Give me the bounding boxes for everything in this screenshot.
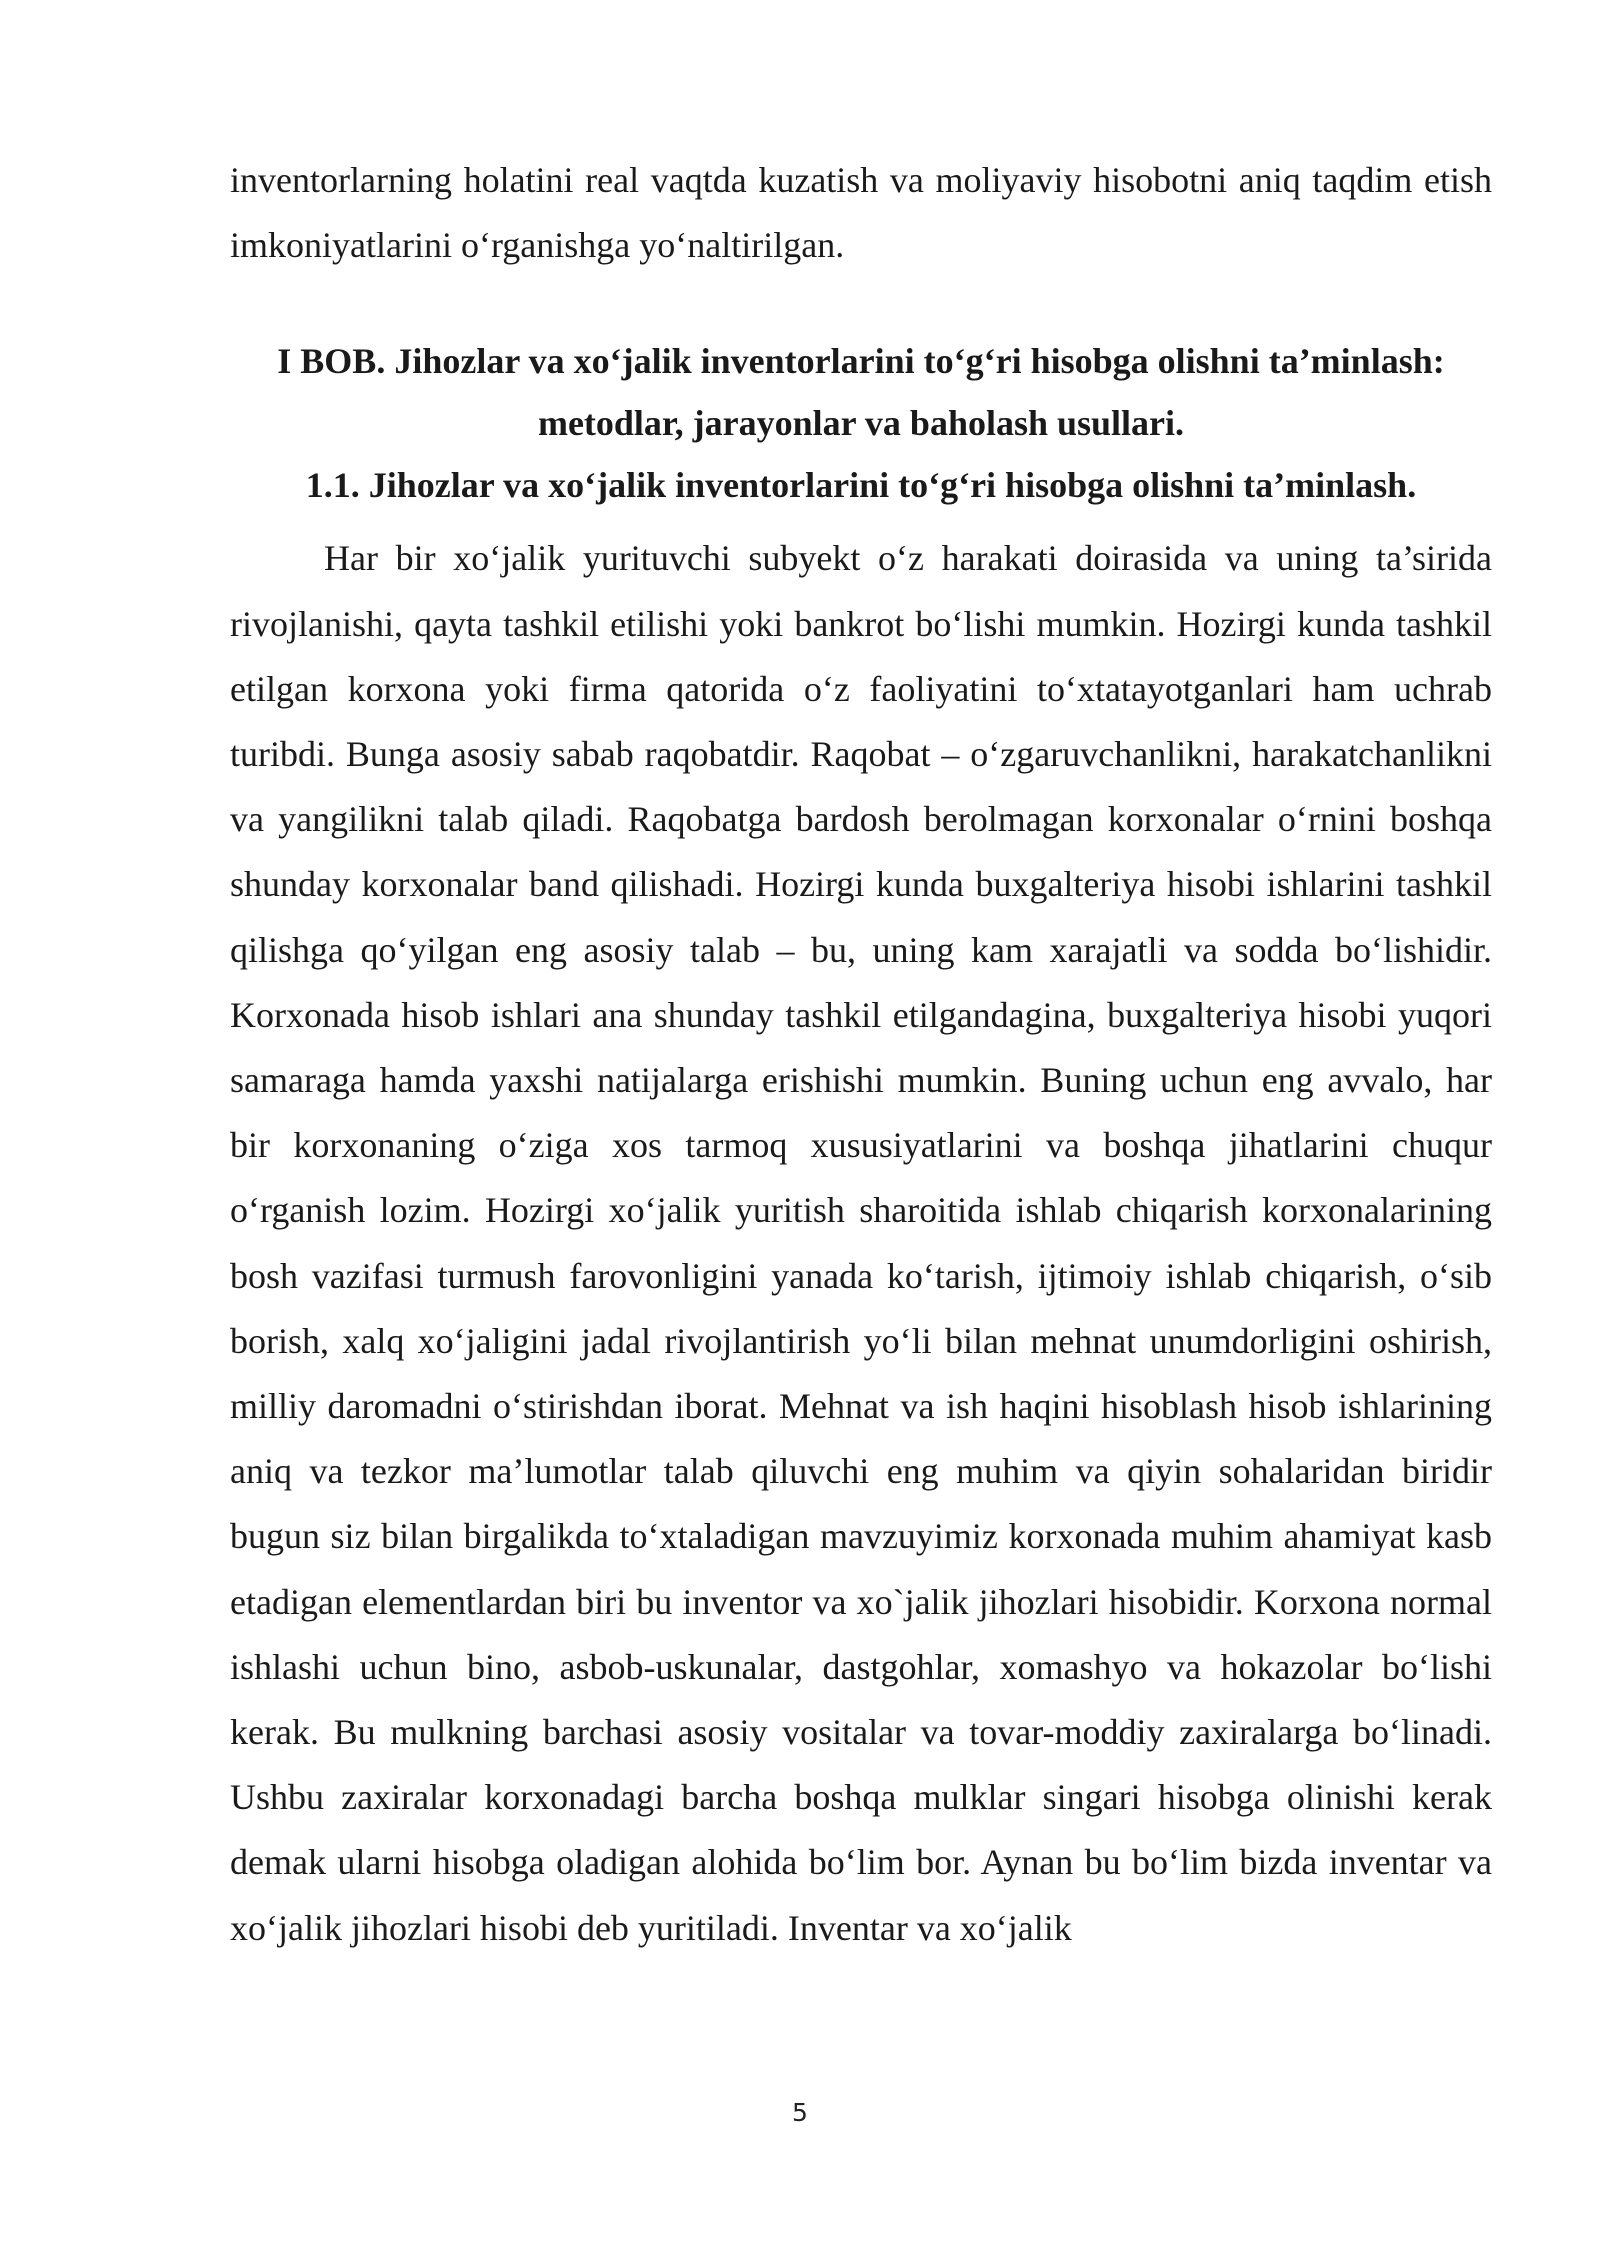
document-page: [230, 148, 1492, 1961]
intro-continuation-paragraph: inventorlarning holatini real vaqtda kuzatish va moliyaviy hisobotni aniq taqdim etish imkoniyatlarini o‘rganishga yo‘naltirilgan.: [230, 160, 1492, 266]
body-paragraph: Har bir xo‘jalik yurituvchi subyekt o‘z harakati doirasida va uning ta’sirida rivojlanishi, qayta tashkil etilishi yoki bankrot bo‘lishi mumkin. Hozirgi kunda tashkil etilgan korxona yoki firma qatorida o‘z faoliyatini to‘xtatayotganlari ham uchrab turibdi. Bunga asosiy sabab raqobatdir. Raqobat – o‘zgaruvchanlikni, harakatchanlikni va yangilikni talab qiladi. Raqobatga bardosh berolmagan korxonalar o‘rnini boshqa shunday korxonalar band qilishadi. Hozirgi kunda buxgalteriya hisobi ishlarini tashkil qilishga qo‘yilgan eng asosiy talab – bu, uning kam xarajatli va sodda bo‘lishidir. Korxonada hisob ishlari ana shunday tashkil etilgandagina, buxgalteriya hisobi yuqori samaraga hamda yaxshi natijalarga erishishi mumkin. Buning uchun eng avvalo, har bir korxonaning o‘ziga xos tarmoq xususiyatlarini va boshqa jihatlarini chuqur o‘rganish lozim. Hozirgi xo‘jalik yuritish sharoitida ishlab chiqarish korxonalarining bosh vazifasi turmush farovonligini yanada ko‘tarish, ijtimoiy ishlab chiqarish, o‘sib borish, xalq xo‘jaligini jadal rivojlantirish yo‘li bilan mehnat unumdorligini oshirish, milliy daromadni o‘stirishdan iborat. Mehnat va ish haqini hisoblash hisob ishlarining aniq va tezkor ma’lumotlar talab qiluvchi eng muhim va qiyin sohalaridan biridir bugun siz bilan birgalikda to‘xtaladigan mavzuyimiz korxonada muhim ahamiyat kasb etadigan elementlardan biri bu inventor va xo`jalik jihozlari hisobidir. Korxona normal ishlashi uchun bino, asbob-uskunalar, dastgohlar, xomashyo va hokazolar bo‘lishi kerak. Bu mulkning barchasi asosiy vositalar va tovar-moddiy zaxiralarga bo‘linadi. Ushbu zaxiralar korxonadagi barcha boshqa mulklar singari hisobga olinishi kerak demak ularni hisobga oladigan alohida bo‘lim bor. Aynan bu bo‘lim bizda inventar va xo‘jalik jihozlari hisobi deb yuritiladi. Inventar va xo‘jalik: [230, 538, 1492, 1948]
chapter-heading-line1: I BOB. Jihozlar va xo‘jalik inventorlarini to‘g‘ri hisobga olishni ta’minlash:: [277, 341, 1445, 382]
chapter-heading-line2: metodlar, jarayonlar va baholash usullari.: [537, 403, 1185, 444]
section-heading: 1.1. Jihozlar va xo‘jalik inventorlarini to‘g‘ri hisobga olishni ta’minlash.: [305, 465, 1417, 506]
page-number: 5: [792, 2098, 808, 2127]
